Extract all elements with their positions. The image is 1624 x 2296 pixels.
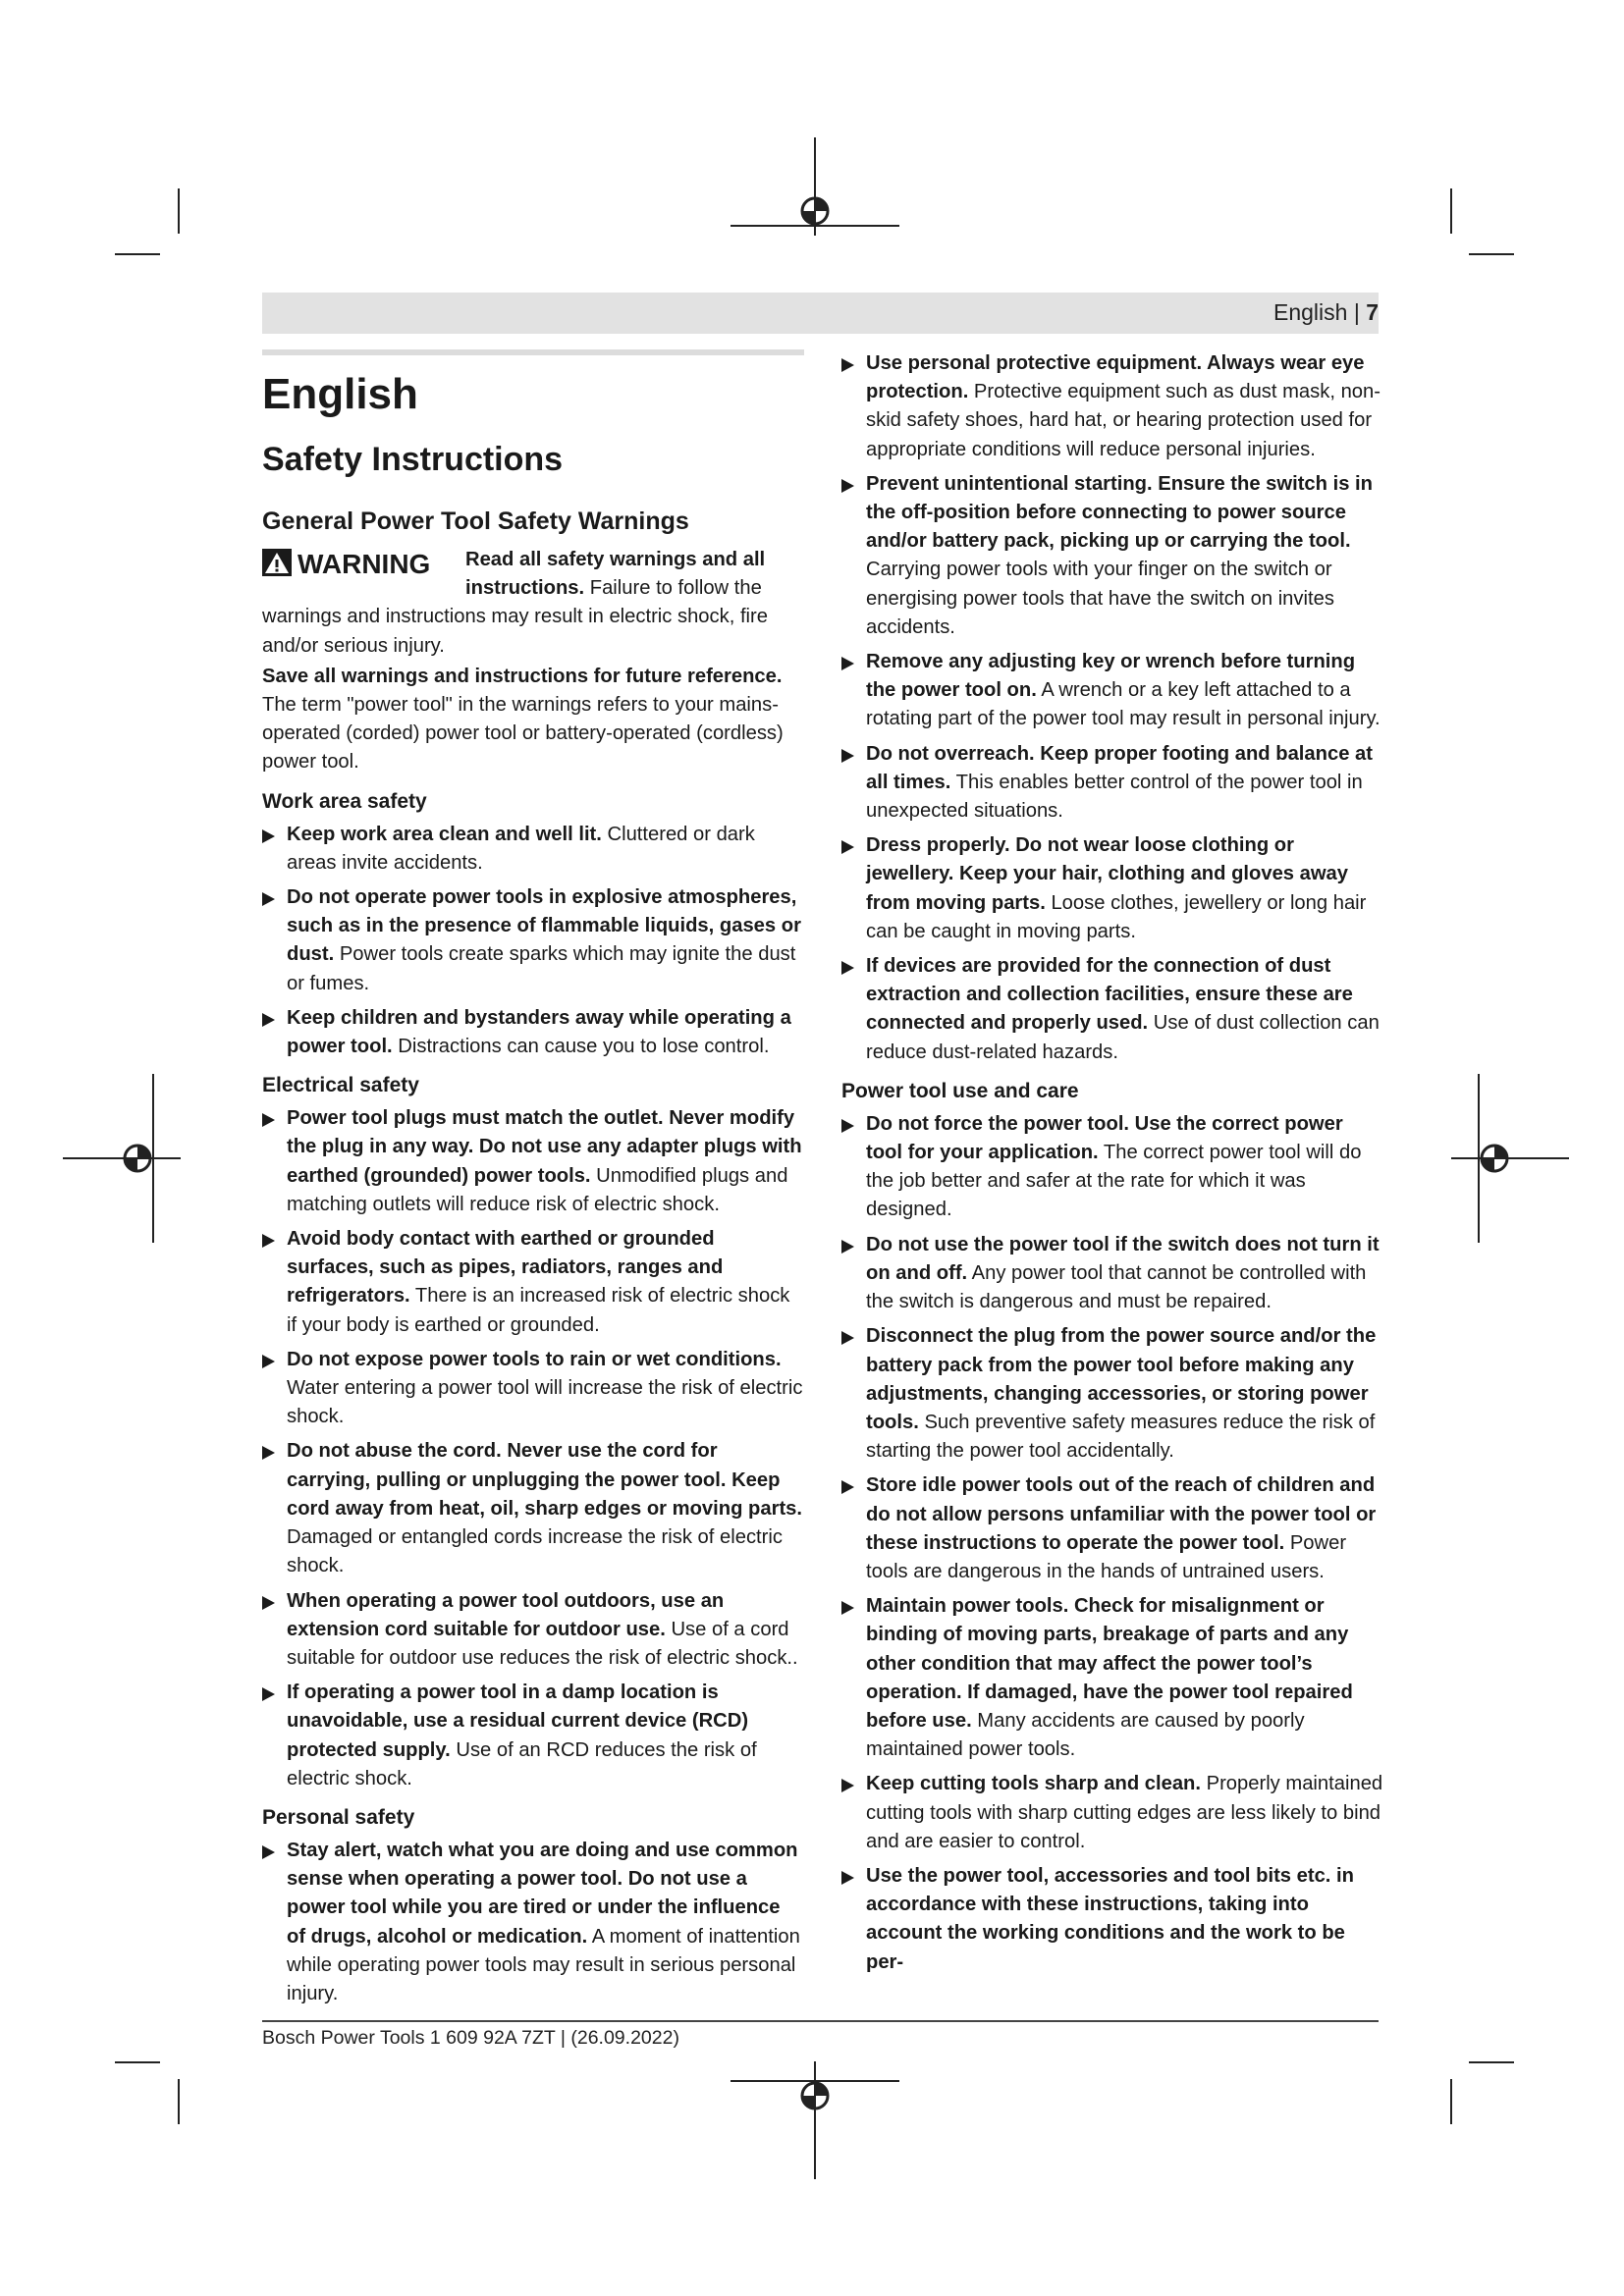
item-bold-text: Do not overreach. Keep proper footing and balance at all times. xyxy=(866,742,1373,793)
header-language: English xyxy=(1273,299,1348,325)
list-item xyxy=(841,1322,1383,1466)
bullet-arrow-icon xyxy=(841,1119,854,1133)
bullet-arrow-icon xyxy=(262,1596,275,1610)
bullet-arrow-icon xyxy=(262,1234,275,1248)
item-bold-text: When operating a power tool outdoors, use an extension cord suitable for outdoor use. xyxy=(287,1589,725,1640)
list-item xyxy=(841,349,1383,464)
warning-label-text: WARNING xyxy=(298,549,431,579)
item-text: Any power tool that cannot be controlled with the switch is dangerous and must be repaired. xyxy=(866,1261,1367,1313)
item-bold-text: If operating a power tool in a damp location is unavoidable, use a residual current device (RCD) protected supply. xyxy=(287,1682,749,1761)
list-item xyxy=(841,1862,1383,1977)
item-bold-text: Remove any adjusting key or wrench before turning the power tool on. xyxy=(866,651,1356,702)
bullet-arrow-icon xyxy=(841,358,854,372)
item-text: There is an increased risk of electric shock if your body is earthed or grounded. xyxy=(287,1285,790,1336)
item-text: Damaged or entangled cords increase the risk of electric shock. xyxy=(287,1526,783,1577)
list-item xyxy=(841,1231,1383,1317)
page-title: English xyxy=(262,370,418,418)
list-item xyxy=(262,1587,804,1674)
section-title: Safety Instructions xyxy=(262,441,564,478)
list-item xyxy=(841,1471,1383,1586)
footer-rule xyxy=(262,2020,1379,2022)
list-item xyxy=(841,1592,1383,1764)
item-text: Distractions can cause you to lose control. xyxy=(392,1036,770,1058)
bullet-arrow-icon xyxy=(262,1013,275,1027)
bullet-arrow-icon xyxy=(841,749,854,763)
item-text: Power tools create sparks which may ignite the dust or fumes. xyxy=(287,943,796,994)
item-bold-text: Keep work area clean and well lit. xyxy=(287,823,602,845)
item-text: Use of dust collection can reduce dust-related hazards. xyxy=(866,1012,1380,1063)
item-text: Loose clothes, jewellery or long hair can be caught in moving parts. xyxy=(866,891,1367,942)
header-band xyxy=(262,293,1379,334)
warning-block xyxy=(262,546,804,661)
list-item xyxy=(262,821,804,878)
item-bold-text: Keep cutting tools sharp and clean. xyxy=(866,1773,1201,1795)
warning-text: Failure to follow the warnings and instructions may result in electric shock, fire and/or serious injury. xyxy=(262,577,768,657)
section-tool-use xyxy=(841,1077,1383,1977)
item-bold-text: Disconnect the plug from the power source and/or the battery pack from the power tool before making any adjustments, changing accessories, or storing power tools. xyxy=(866,1325,1377,1433)
page-header xyxy=(1273,299,1379,326)
section-work-area xyxy=(262,787,804,1062)
save-instructions: Save all warnings and instructions for future reference. xyxy=(262,665,783,687)
warning-triangle-icon xyxy=(262,549,292,576)
section-heading: Work area safety xyxy=(262,789,427,813)
title-rule xyxy=(262,349,804,355)
left-column xyxy=(262,349,804,2014)
bullet-arrow-icon xyxy=(262,1687,275,1701)
bullet-arrow-icon xyxy=(841,1480,854,1494)
crop-mark xyxy=(178,188,180,234)
item-bold-text: Use the power tool, accessories and tool bits etc. in accordance with these instructions, taking into account the working conditions and the work to be per- xyxy=(866,1864,1354,1973)
bullet-arrow-icon xyxy=(262,829,275,843)
item-bold-text: Keep children and bystanders away while operating a power tool. xyxy=(287,1006,791,1058)
item-text: Water entering a power tool will increase the risk of electric shock. xyxy=(287,1377,803,1428)
list-item xyxy=(841,470,1383,642)
item-text: Carrying power tools with your finger on the switch or energising power tools that have the switch on invites accidents. xyxy=(866,559,1334,638)
item-bold-text: Power tool plugs must match the outlet. Never modify the plug in any way. Do not use any adapter plugs with earthed (grounded) power tools. xyxy=(287,1107,802,1187)
list-item xyxy=(262,1346,804,1432)
item-text: Unmodified plugs and matching outlets will reduce risk of electric shock. xyxy=(287,1164,788,1215)
item-bold-text: Do not abuse the cord. Never use the cord for carrying, pulling or unplugging the power tool. Keep cord away from heat, oil, sharp edges or moving parts. xyxy=(287,1440,803,1520)
list-item xyxy=(841,1770,1383,1856)
crop-mark xyxy=(178,2079,180,2124)
item-text: Use of an RCD reduces the risk of electric shock. xyxy=(287,1738,757,1789)
bullet-arrow-icon xyxy=(262,1845,275,1859)
list-item xyxy=(841,648,1383,734)
crop-mark xyxy=(115,253,160,255)
item-text: Properly maintained cutting tools with sharp cutting edges are less likely to bind and are easier to control. xyxy=(866,1773,1383,1852)
bullet-arrow-icon xyxy=(841,479,854,493)
item-bold-text: Do not force the power tool. Use the correct power tool for your application. xyxy=(866,1112,1343,1164)
bullet-arrow-icon xyxy=(841,657,854,670)
item-bold-text: Store idle power tools out of the reach of children and do not allow persons unfamiliar with the power tool or these instructions to operate the power tool. xyxy=(866,1474,1377,1554)
bullet-arrow-icon xyxy=(841,1331,854,1345)
list-item xyxy=(841,740,1383,827)
bullet-arrow-icon xyxy=(262,1355,275,1368)
section-personal xyxy=(262,1803,804,2008)
registration-mark-bottom xyxy=(727,2061,903,2179)
section-heading: Electrical safety xyxy=(262,1074,419,1097)
item-text: Cluttered or dark areas invite accidents. xyxy=(287,823,755,874)
list-item xyxy=(841,831,1383,946)
item-text: This enables better control of the power tool in unexpected situations. xyxy=(866,771,1363,823)
list-item xyxy=(262,1679,804,1793)
item-bold-text: Use personal protective equipment. Always wear eye protection. xyxy=(866,352,1365,403)
list-item xyxy=(262,1437,804,1580)
page-footer: Bosch Power Tools 1 609 92A 7ZT | (26.09.2022) xyxy=(262,2027,679,2049)
registration-mark-top xyxy=(727,137,903,236)
item-bold-text: Do not use the power tool if the switch does not turn it on and off. xyxy=(866,1233,1380,1284)
item-bold-text: Avoid body contact with earthed or grounded surfaces, such as pipes, radiators, ranges and refrigerators. xyxy=(287,1228,724,1308)
item-bold-text: Stay alert, watch what you are doing and use common sense when operating a power tool. Do not use a power tool while you are tired or under the influence of drugs, alcohol or medication. xyxy=(287,1839,798,1948)
right-column xyxy=(841,349,1383,1983)
item-text: Many accidents are caused by poorly maintained power tools. xyxy=(866,1709,1305,1761)
warning-bold-text: Read all safety warnings and all instructions. xyxy=(465,549,766,600)
bullet-arrow-icon xyxy=(841,840,854,854)
list-item xyxy=(841,952,1383,1067)
section-electrical xyxy=(262,1071,804,1793)
term-definition: The term "power tool" in the warnings refers to your mains-operated (corded) power tool or battery-operated (cordless) power tool. xyxy=(262,694,784,774)
item-text: Power tools are dangerous in the hands of untrained users. xyxy=(866,1531,1347,1582)
list-item xyxy=(262,1837,804,2008)
list-item xyxy=(262,1004,804,1061)
list-item xyxy=(262,1225,804,1340)
crop-mark xyxy=(1450,2079,1452,2124)
item-bold-text: Prevent unintentional starting. Ensure the switch is in the off-position before connecting to power source and/or battery pack, picking up or carrying the tool. xyxy=(866,472,1373,553)
personal-safety-continued xyxy=(841,349,1383,1067)
item-bold-text: Do not expose power tools to rain or wet conditions. xyxy=(287,1348,782,1370)
section-heading: Personal safety xyxy=(262,1805,415,1829)
bullet-arrow-icon xyxy=(262,1113,275,1127)
crop-mark xyxy=(115,2061,160,2063)
warning-label xyxy=(262,546,465,601)
item-text: Such preventive safety measures reduce the risk of starting the power tool accidentally. xyxy=(866,1411,1376,1463)
page-number: 7 xyxy=(1366,299,1379,325)
bullet-arrow-icon xyxy=(262,1446,275,1460)
crop-mark xyxy=(1469,2061,1514,2063)
item-bold-text: Dress properly. Do not wear loose clothing or jewellery. Keep your hair, clothing and gloves away from moving parts. xyxy=(866,834,1349,914)
subsection-title: General Power Tool Safety Warnings xyxy=(262,507,689,535)
item-bold-text: Maintain power tools. Check for misalignment or binding of moving parts, breakage of parts and any other condition that may affect the power tool’s operation. If damaged, have the power tool repaired before use. xyxy=(866,1595,1353,1732)
item-text: Protective equipment such as dust mask, non-skid safety shoes, hard hat, or hearing protection used for appropriate conditions will reduce personal injuries. xyxy=(866,381,1380,460)
bullet-arrow-icon xyxy=(841,961,854,975)
item-bold-text: If devices are provided for the connection of dust extraction and collection facilities, ensure these are connected and properly used. xyxy=(866,955,1353,1035)
item-text: The correct power tool will do the job better and safer at the rate for which it was designed. xyxy=(866,1142,1362,1221)
header-separator: | xyxy=(1347,299,1367,325)
list-item xyxy=(262,1104,804,1219)
bullet-arrow-icon xyxy=(841,1240,854,1254)
item-bold-text: Do not operate power tools in explosive atmospheres, such as in the presence of flammable liquids, gases or dust. xyxy=(287,886,801,966)
bullet-arrow-icon xyxy=(841,1601,854,1615)
list-item xyxy=(841,1110,1383,1225)
bullet-arrow-icon xyxy=(262,892,275,906)
crop-mark xyxy=(1469,253,1514,255)
item-text: A moment of inattention while operating power tools may result in serious personal injury. xyxy=(287,1925,800,2004)
item-text: Use of a cord suitable for outdoor use reduces the risk of electric shock.. xyxy=(287,1618,798,1669)
registration-mark-left xyxy=(63,1070,181,1247)
crop-mark xyxy=(1450,188,1452,234)
list-item xyxy=(262,883,804,998)
registration-mark-right xyxy=(1451,1070,1569,1247)
bullet-arrow-icon xyxy=(841,1779,854,1792)
section-heading: Power tool use and care xyxy=(841,1079,1079,1102)
item-text: A wrench or a key left attached to a rotating part of the power tool may result in personal injury. xyxy=(866,679,1380,730)
bullet-arrow-icon xyxy=(841,1871,854,1885)
